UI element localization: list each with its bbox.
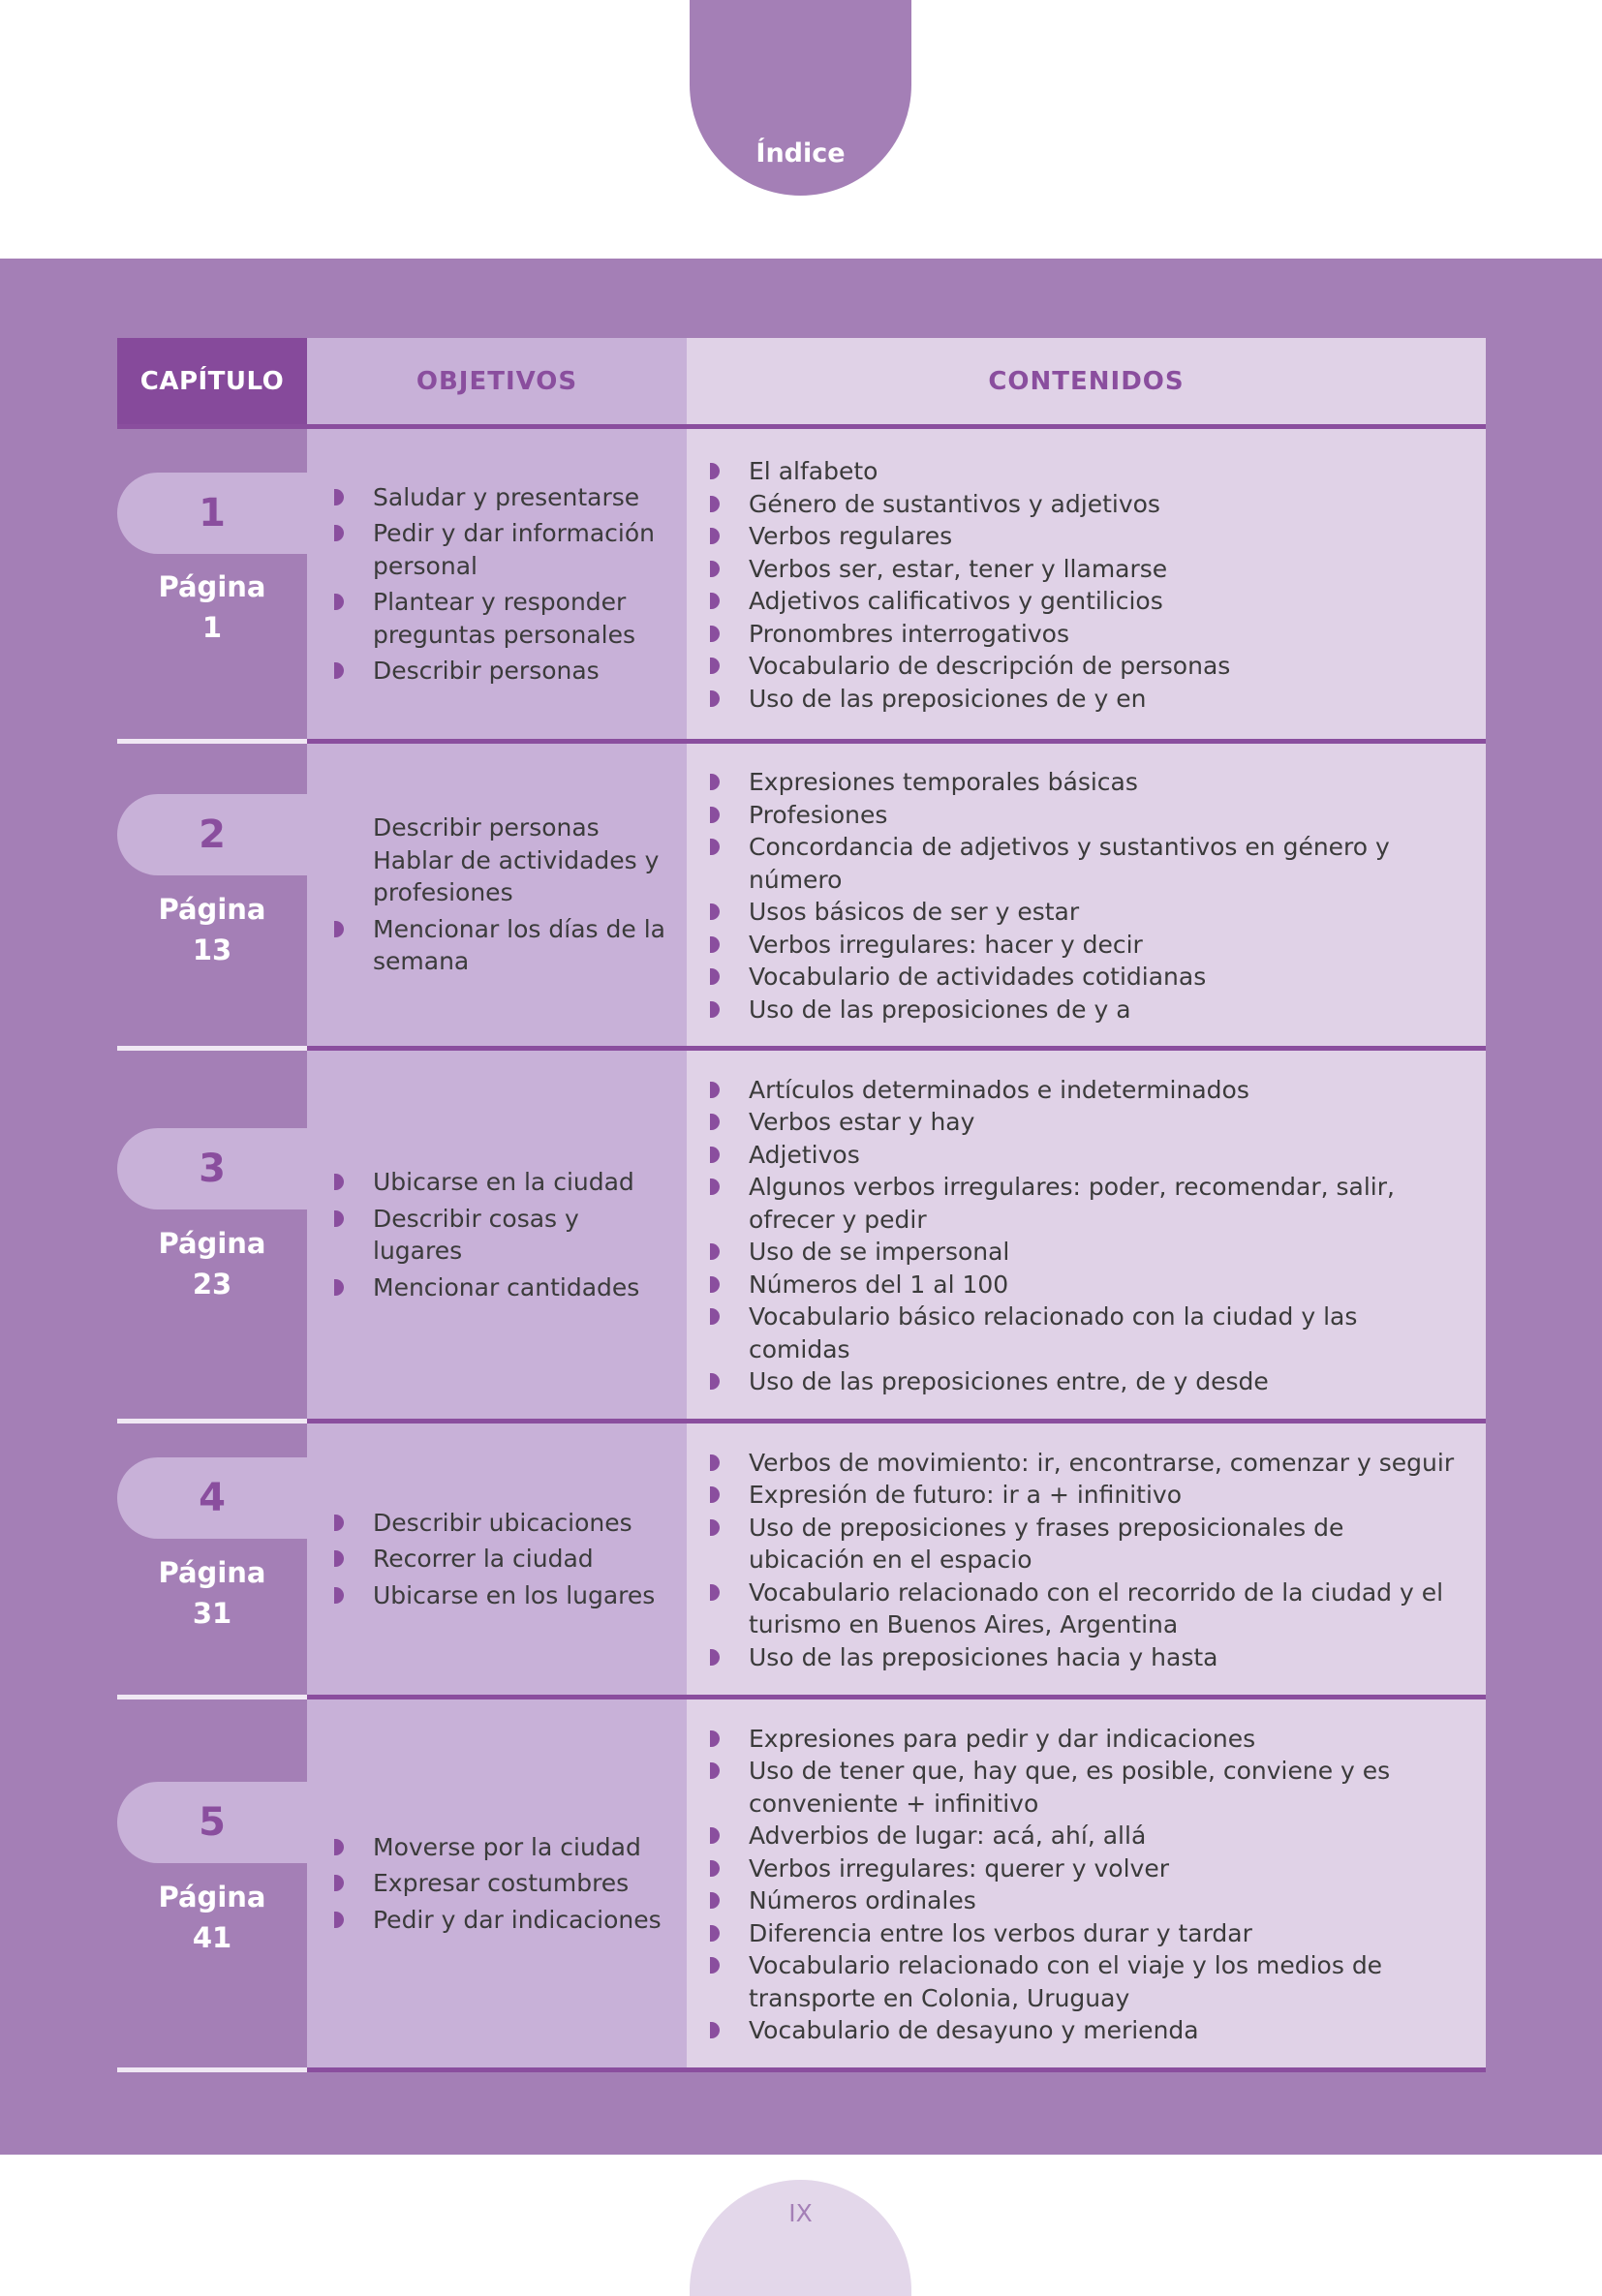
chapter-cell	[117, 1051, 307, 1419]
content-item	[710, 799, 1457, 832]
content-item	[710, 1755, 1457, 1820]
objective-item	[334, 913, 667, 978]
content-item	[710, 831, 1457, 896]
bullet-icon	[710, 1827, 720, 1844]
chapter-page-link[interactable]	[117, 889, 307, 970]
objective-item	[334, 586, 667, 651]
objective-item	[334, 1203, 667, 1268]
objective-text: Moverse por la ciudad	[373, 1832, 641, 1861]
bullet-icon	[710, 1243, 720, 1260]
chapter-page-link[interactable]	[117, 1877, 307, 1958]
page-value: 23	[192, 1268, 232, 1301]
page-value: 41	[192, 1921, 232, 1954]
bullet-icon	[710, 1147, 720, 1163]
content-item	[710, 618, 1457, 651]
bullet-icon	[710, 1730, 720, 1747]
content-text: Números ordinales	[749, 1886, 976, 1914]
bullet-icon	[334, 1587, 344, 1604]
chapter-page-link[interactable]	[117, 566, 307, 648]
contents-cell	[687, 1051, 1486, 1419]
chapter-cell	[117, 1699, 307, 2067]
chapter-row	[117, 429, 1486, 744]
content-item	[710, 455, 1457, 488]
content-item	[710, 896, 1457, 929]
header-contenidos: CONTENIDOS	[687, 338, 1486, 424]
objective-text: Hablar de actividades y profesiones	[373, 845, 660, 907]
content-item	[710, 1917, 1457, 1950]
chapter-cell	[117, 429, 307, 739]
chapter-number: 5	[117, 1782, 307, 1863]
content-item	[710, 1723, 1457, 1756]
content-text: Pronombres interrogativos	[749, 619, 1069, 648]
contents-cell	[687, 1424, 1486, 1695]
content-text: Verbos de movimiento: ir, encontrarse, comenzar y seguir	[749, 1448, 1455, 1477]
objective-text: Expresar costumbres	[373, 1869, 630, 1898]
content-item	[710, 1269, 1457, 1301]
bullet-icon	[710, 626, 720, 642]
bullet-icon	[334, 662, 344, 679]
page-label: Página	[158, 893, 266, 926]
objective-text: Describir ubicaciones	[373, 1508, 632, 1537]
content-item	[710, 1577, 1457, 1641]
content-item	[710, 683, 1457, 716]
bullet-icon	[710, 1860, 720, 1877]
bullet-icon	[334, 1839, 344, 1855]
page-label: Página	[158, 1881, 266, 1913]
bullet-icon	[334, 525, 344, 541]
bullet-icon	[710, 1373, 720, 1390]
content-text: Uso de las preposiciones entre, de y desde	[749, 1367, 1269, 1395]
bullet-icon	[334, 1210, 344, 1227]
objective-text: Pedir y dar información personal	[373, 519, 655, 580]
content-text: Verbos irregulares: hacer y decir	[749, 930, 1143, 959]
content-item	[710, 1447, 1457, 1480]
contents-cell	[687, 1699, 1486, 2067]
content-text: Uso de tener que, hay que, es posible, conviene y es conveniente + infinitivo	[749, 1757, 1391, 1818]
page-label: Página	[158, 1227, 266, 1260]
content-text: Artículos determinados e indeterminados	[749, 1075, 1249, 1104]
bullet-icon	[710, 561, 720, 577]
content-item	[710, 1949, 1457, 2014]
content-text: Verbos irregulares: querer y volver	[749, 1853, 1169, 1883]
objectives-cell	[307, 1699, 687, 2067]
page-value: 31	[192, 1597, 232, 1630]
bullet-icon	[710, 936, 720, 953]
content-item	[710, 1884, 1457, 1917]
objective-item	[334, 1543, 667, 1576]
chapter-row	[117, 1424, 1486, 1699]
content-text: Uso de las preposiciones hacia y hasta	[749, 1642, 1218, 1671]
objective-text: Describir cosas y lugares	[373, 1204, 579, 1265]
bullet-icon	[710, 839, 720, 855]
content-item	[710, 929, 1457, 962]
chapter-row	[117, 1699, 1486, 2072]
bullet-icon	[710, 1454, 720, 1471]
objective-item	[334, 517, 667, 582]
content-item	[710, 1106, 1457, 1139]
page-number-tab	[690, 2180, 911, 2296]
content-text: Uso de se impersonal	[749, 1238, 1010, 1266]
content-text: Verbos ser, estar, tener y llamarse	[749, 554, 1168, 583]
objective-text: Mencionar cantidades	[373, 1272, 640, 1301]
page-value: 1	[201, 611, 223, 644]
content-item	[710, 994, 1457, 1026]
content-item	[710, 650, 1457, 683]
content-item	[710, 766, 1457, 799]
bullet-icon	[710, 1179, 720, 1195]
objective-text: Ubicarse en los lugares	[373, 1580, 656, 1609]
objective-item	[334, 1579, 667, 1612]
bullet-icon	[334, 1912, 344, 1928]
content-item	[710, 1820, 1457, 1852]
chapter-cell	[117, 1424, 307, 1695]
objective-item	[334, 481, 667, 514]
objective-text: Saludar y presentarse	[373, 482, 640, 511]
content-item	[710, 1365, 1457, 1398]
content-text: Números del 1 al 100	[749, 1270, 1009, 1299]
objective-item	[334, 1867, 667, 1900]
content-text: Diferencia entre los verbos durar y tardar	[749, 1918, 1252, 1947]
bullet-icon	[710, 1276, 720, 1293]
bullet-icon	[710, 807, 720, 823]
objective-text: Describir personas	[373, 813, 600, 842]
content-text: Verbos estar y hay	[749, 1108, 975, 1136]
bullet-icon	[710, 528, 720, 544]
content-text: Uso de las preposiciones de y a	[749, 995, 1131, 1024]
objectives-cell	[307, 1051, 687, 1419]
index-tab-label: Índice	[755, 138, 846, 168]
toc-rows	[117, 429, 1486, 2072]
objective-item	[334, 1166, 667, 1199]
chapter-number: 1	[117, 473, 307, 554]
content-text: Adverbios de lugar: acá, ahí, allá	[749, 1821, 1147, 1850]
objectives-cell	[307, 744, 687, 1046]
bullet-icon	[334, 1174, 344, 1190]
chapter-row	[117, 744, 1486, 1051]
content-text: Algunos verbos irregulares: poder, recomendar, salir, ofrecer y pedir	[749, 1173, 1395, 1234]
chapter-number: 3	[117, 1128, 307, 1209]
content-item	[710, 520, 1457, 553]
content-item	[710, 1512, 1457, 1577]
bullet-icon	[710, 1957, 720, 1974]
objective-item	[334, 655, 667, 688]
objective-text: Mencionar los días de la semana	[373, 914, 665, 976]
bullet-icon	[334, 1515, 344, 1531]
page-value: 13	[192, 934, 232, 966]
bullet-icon	[710, 658, 720, 674]
chapter-cell	[117, 744, 307, 1046]
content-text: Profesiones	[749, 800, 888, 829]
bullet-icon	[710, 593, 720, 609]
bullet-icon	[710, 774, 720, 790]
content-item	[710, 961, 1457, 994]
objective-item	[334, 844, 667, 909]
bullet-icon	[710, 496, 720, 512]
toc-header-row	[117, 338, 1486, 429]
bullet-icon	[710, 1519, 720, 1536]
content-text: Uso de preposiciones y frases preposicionales de ubicación en el espacio	[749, 1513, 1344, 1575]
content-item	[710, 1236, 1457, 1269]
content-text: Vocabulario de desayuno y merienda	[749, 2016, 1199, 2044]
content-text: Usos básicos de ser y estar	[749, 898, 1080, 926]
bullet-icon	[710, 1486, 720, 1503]
objective-item	[334, 811, 667, 844]
objective-text: Describir personas	[373, 657, 600, 685]
content-item	[710, 585, 1457, 618]
bullet-icon	[710, 2022, 720, 2038]
bullet-icon	[710, 1584, 720, 1601]
toc-table	[117, 338, 1486, 2072]
bullet-icon	[710, 1892, 720, 1909]
objective-text: Pedir y dar indicaciones	[373, 1905, 662, 1934]
header-capitulo: CAPÍTULO	[117, 338, 307, 424]
chapter-number: 4	[117, 1457, 307, 1539]
content-item	[710, 1139, 1457, 1172]
content-text: Expresión de futuro: ir a + infinitivo	[749, 1481, 1183, 1510]
contents-cell	[687, 744, 1486, 1046]
bullet-icon	[334, 489, 344, 505]
content-text: Uso de las preposiciones de y en	[749, 684, 1147, 713]
content-text: Vocabulario de descripción de personas	[749, 652, 1231, 680]
chapter-row	[117, 1051, 1486, 1424]
bullet-icon	[334, 594, 344, 610]
content-text: El alfabeto	[749, 457, 878, 485]
index-tab	[690, 0, 911, 196]
bullet-icon	[710, 1649, 720, 1666]
bullet-icon	[710, 1114, 720, 1130]
content-text: Adjetivos	[749, 1140, 860, 1169]
bullet-icon	[334, 1550, 344, 1567]
contents-cell	[687, 429, 1486, 739]
objectives-cell	[307, 1424, 687, 1695]
content-item	[710, 1171, 1457, 1236]
bullet-icon	[710, 1001, 720, 1018]
content-text: Vocabulario básico relacionado con la ciudad y las comidas	[749, 1302, 1358, 1363]
content-text: Vocabulario relacionado con el recorrido de la ciudad y el turismo en Buenos Aires, Argentina	[749, 1577, 1444, 1639]
header-objetivos: OBJETIVOS	[307, 338, 687, 424]
objective-text: Ubicarse en la ciudad	[373, 1168, 634, 1196]
content-text: Expresiones para pedir y dar indicaciones	[749, 1724, 1256, 1753]
content-item	[710, 1074, 1457, 1107]
bullet-icon	[710, 690, 720, 707]
bullet-icon	[334, 1875, 344, 1891]
content-item	[710, 1301, 1457, 1365]
content-text: Género de sustantivos y adjetivos	[749, 489, 1160, 518]
content-item	[710, 488, 1457, 521]
objective-text: Plantear y responder preguntas personales	[373, 588, 635, 649]
bullet-icon	[710, 1082, 720, 1098]
bullet-icon	[710, 1308, 720, 1325]
content-text: Concordancia de adjetivos y sustantivos en género y número	[749, 833, 1390, 894]
content-item	[710, 2014, 1457, 2047]
content-text: Adjetivos calificativos y gentilicios	[749, 587, 1163, 615]
bullet-icon	[334, 921, 344, 937]
objectives-cell	[307, 429, 687, 739]
objective-text: Recorrer la ciudad	[373, 1545, 594, 1574]
objective-item	[334, 1271, 667, 1304]
chapter-page-link[interactable]	[117, 1552, 307, 1634]
objective-item	[334, 1507, 667, 1540]
content-item	[710, 1641, 1457, 1674]
content-text: Vocabulario de actividades cotidianas	[749, 963, 1207, 991]
content-text: Expresiones temporales básicas	[749, 768, 1138, 796]
bullet-icon	[334, 1279, 344, 1296]
bullet-icon	[710, 1762, 720, 1779]
chapter-page-link[interactable]	[117, 1223, 307, 1304]
page-label: Página	[158, 570, 266, 603]
objective-item	[334, 1831, 667, 1864]
chapter-number: 2	[117, 794, 307, 875]
bullet-icon	[710, 463, 720, 479]
bullet-icon	[710, 1925, 720, 1942]
content-item	[710, 553, 1457, 586]
content-item	[710, 1479, 1457, 1512]
bullet-icon	[710, 903, 720, 920]
content-text: Verbos regulares	[749, 522, 953, 550]
page-label: Página	[158, 1556, 266, 1589]
bullet-icon	[710, 968, 720, 985]
content-text: Vocabulario relacionado con el viaje y los medios de transporte en Colonia, Uruguay	[749, 1951, 1383, 2012]
content-item	[710, 1852, 1457, 1885]
objective-item	[334, 1904, 667, 1937]
page-number: IX	[788, 2199, 813, 2227]
